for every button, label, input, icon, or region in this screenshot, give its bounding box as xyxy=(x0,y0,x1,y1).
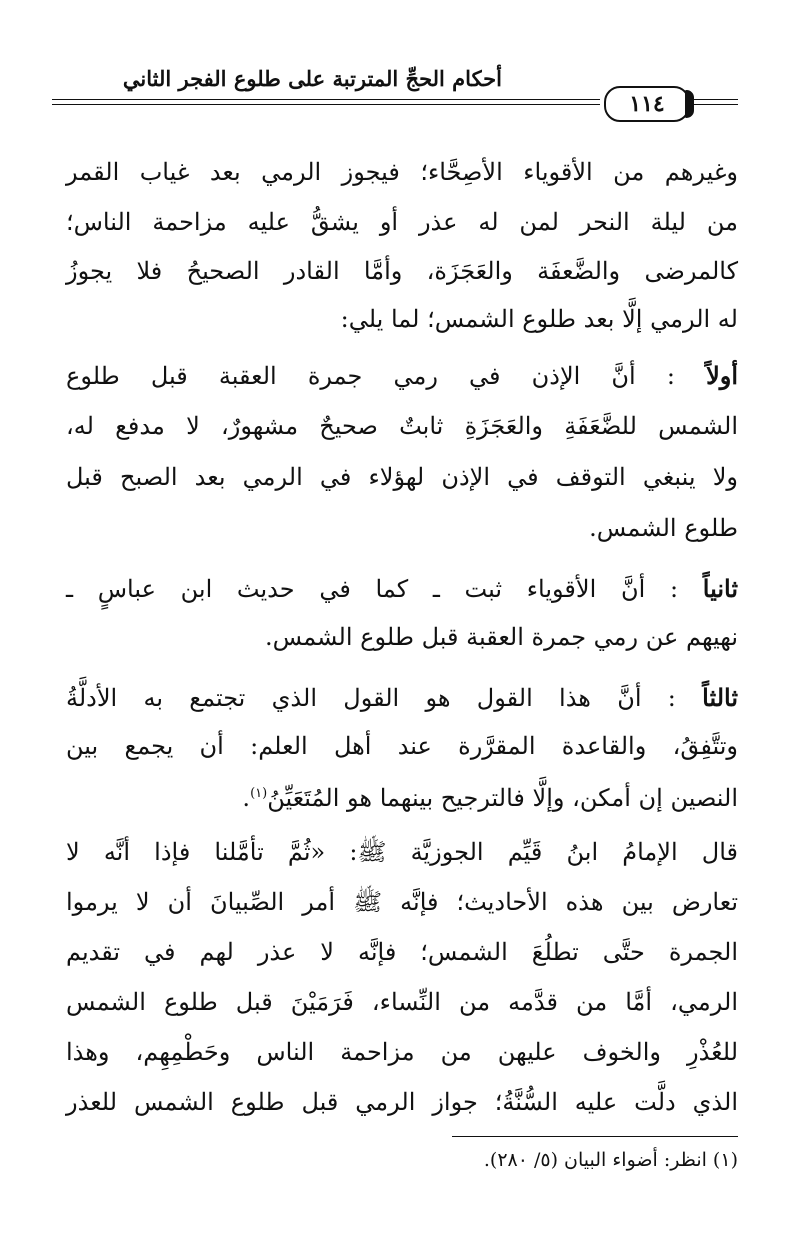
text-span: النصين إن أمكن، وإلَّا فالترجيح بينهما هو المُتَعَيِّنُ xyxy=(267,784,738,812)
point-lead-label: أولاً xyxy=(706,361,739,390)
text-line: الشمس للضَّعَفَةِ والعَجَزَةِ ثابتٌ صحيحٌ مشهورٌ، لا مدفع له، xyxy=(66,412,738,440)
footnote: (١) انظر: أضواء البيان (٥/ ٢٨٠). xyxy=(483,1149,738,1171)
text-span: : أنَّ هذا القول هو القول الذي تجتمع به الأدلَّةُ xyxy=(66,684,703,712)
point-first-line xyxy=(66,567,738,611)
text-line: الرمي، أمَّا من قدَّمه من النِّساء، فَرَمَيْنَ قبل طلوع الشمس xyxy=(66,988,738,1016)
text-span: : أنَّ الأقوياء ثبت ـ كما في حديث ابن عباسٍ ـ xyxy=(66,575,703,603)
point-lead-label: ثالثاً xyxy=(702,683,738,712)
header-rule xyxy=(52,99,600,100)
text-line: قال الإمامُ ابنُ قَيِّم الجوزيَّة ﷺ: «ثُمَّ تأمَّلنا فإذا أنَّه لا xyxy=(66,838,738,866)
text-line: كالمرضى والضَّعفَة والعَجَزَة، وأمَّا القادر الصحيحُ فلا يجوزُ xyxy=(66,257,738,285)
footnote-marker: (١) xyxy=(250,786,268,801)
point-lead-label: ثانياً xyxy=(702,574,738,603)
text-line: الجمرة حتَّى تطلُعَ الشمس؛ فإنَّه لا عذر لهم في تقديم xyxy=(66,938,738,966)
text-line: ولا ينبغي التوقف في الإذن لهؤلاء في الرمي بعد الصبح قبل xyxy=(66,463,738,491)
text-span: : أنَّ الإذن في رمي جمرة العقبة قبل طلوع xyxy=(66,362,707,390)
text-line: وتتَّفِقُ، والقاعدة المقرَّرة عند أهل العلم: أن يجمع بين xyxy=(66,732,738,760)
point-first-line xyxy=(66,354,738,398)
header-rule xyxy=(694,99,738,100)
page-number: ١١٤ xyxy=(604,86,690,122)
footnote-rule xyxy=(452,1136,738,1137)
text-line: طلوع الشمس. xyxy=(589,514,738,542)
text-line: للعُذْرِ والخوف عليهن من مزاحمة الناس وحَطْمِهِم، وهذا xyxy=(66,1038,738,1066)
text-line: وغيرهم من الأقوياء الأصِحَّاء؛ فيجوز الرمي بعد غياب القمر xyxy=(66,158,738,186)
text-line: تعارض بين هذه الأحاديث؛ فإنَّه ﷺ أمر الصِّبيانَ أن لا يرموا xyxy=(66,888,738,916)
header-rule xyxy=(52,104,600,105)
text-line: من ليلة النحر لمن له عذر أو يشقُّ عليه مزاحمة الناس؛ xyxy=(66,208,738,236)
header-rule xyxy=(694,104,738,105)
point-first-line xyxy=(66,676,738,720)
text-line: الذي دلَّت عليه السُّنَّةُ؛ جواز الرمي قبل طلوع الشمس للعذر xyxy=(66,1088,738,1116)
text-line: له الرمي إلَّا بعد طلوع الشمس؛ لما يلي: xyxy=(340,305,738,333)
text-span: . xyxy=(242,784,251,812)
text-line: نهيهم عن رمي جمرة العقبة قبل طلوع الشمس. xyxy=(265,623,738,651)
running-title: أحكام الحجِّ المترتبة على طلوع الفجر الثاني xyxy=(122,66,502,91)
text-line-with-footnote xyxy=(66,772,738,816)
